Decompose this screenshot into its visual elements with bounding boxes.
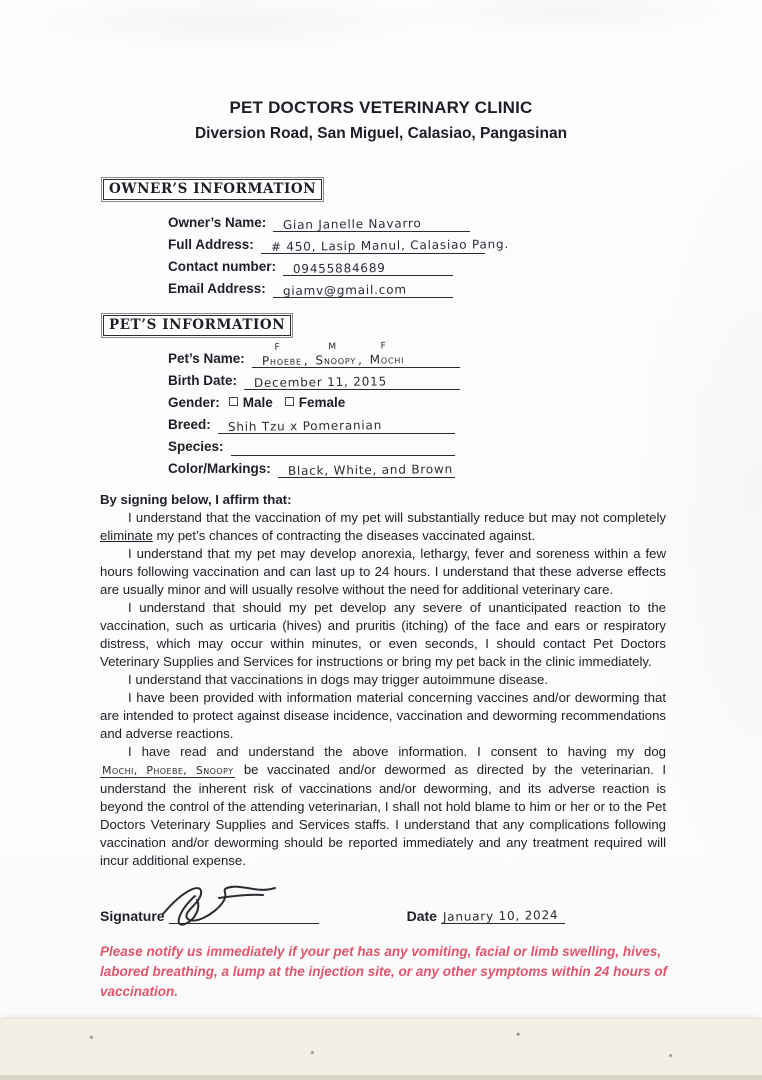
email-address-line	[273, 280, 453, 298]
birth-date-line	[244, 372, 460, 390]
affirmation-text	[100, 491, 666, 870]
full-address-line	[261, 236, 509, 254]
species-label: Species:	[168, 439, 224, 454]
date-label: Date	[406, 908, 437, 924]
color-markings-field	[168, 458, 455, 478]
breed-field	[168, 414, 455, 434]
pets-name-label: Pet’s Name:	[168, 351, 245, 366]
color-markings-value: Black, White, and Brown	[287, 461, 453, 478]
owner-name-line	[273, 214, 470, 232]
pet-section-heading: PET’S INFORMATION	[103, 315, 291, 336]
gender-male-option	[229, 394, 283, 412]
email-address-value: giamv@gmail.com	[282, 282, 407, 298]
affirmation-paragraph-4: I understand that vaccinations in dogs may trigger autoimmune disease.	[128, 672, 549, 687]
scanner-background-band	[0, 1018, 762, 1080]
email-address-field	[168, 278, 453, 298]
full-address-value: # 450, Lasip Manul, Calasiao Pang.	[270, 237, 509, 254]
owner-name-value: Gian Janelle Navarro	[283, 216, 422, 232]
email-address-label: Email Address:	[168, 281, 266, 296]
name-separator: ,	[357, 352, 363, 367]
affirmation-paragraph-3: I understand that should my pet develop any severe of unanticipated reaction to the vaccination, such as urticaria (hives) and pruritis (itching) of the face and ears or respiratory distress, which may occur within minutes, or even seconds, I should contact Pet Doctors Veterinary Supplies and Services for instructions or bring my pet back in the clinic immediately.	[100, 600, 666, 669]
pet-fields	[168, 341, 762, 478]
pet-name-1: F Phoebe	[261, 342, 302, 368]
color-markings-label: Color/Markings:	[168, 461, 271, 476]
female-checkbox	[285, 397, 294, 406]
underlined-word: eliminate	[100, 528, 153, 543]
species-line	[231, 438, 455, 456]
date-value: January 10, 2024	[442, 907, 559, 924]
clinic-name: PET DOCTORS VETERINARY CLINIC	[229, 98, 533, 117]
affirmation-paragraph-5: I have been provided with information material concerning vaccines and/or deworming that are intended to protect against disease incidence, vaccination and deworming recommendations and adverse reactions.	[100, 690, 666, 741]
contact-number-label: Contact number:	[168, 259, 276, 274]
pet-3-sex-mark: F	[380, 341, 386, 352]
breed-label: Breed:	[168, 417, 211, 432]
full-address-label: Full Address:	[168, 237, 254, 252]
consent-dog-names-handwritten: Mochi, Phoebe, Snoopy	[102, 764, 234, 777]
signature-label: Signature	[100, 908, 165, 924]
name-separator: ,	[303, 353, 309, 368]
owner-section-heading: OWNER’S INFORMATION	[103, 179, 322, 200]
signature-ink	[155, 878, 287, 930]
post-vaccination-notice: Please notify us immediately if your pet has any vomiting, facial or limb swelling, hives, labored breathing, a lump at the injection site, or any other symptoms within 24 hours of vaccination.	[100, 944, 668, 999]
gender-label: Gender:	[168, 395, 220, 410]
male-label: Male	[242, 395, 273, 410]
pets-name-field	[168, 341, 460, 368]
pet-name-2: M Snoopy	[315, 342, 356, 368]
male-checkbox	[229, 397, 238, 406]
owner-name-field	[168, 212, 470, 232]
breed-line	[218, 416, 455, 434]
color-markings-line	[278, 460, 455, 478]
full-address-field	[168, 234, 509, 254]
contact-number-field	[168, 256, 453, 276]
species-field	[168, 436, 455, 456]
clinic-address: Diversion Road, San Miguel, Calasiao, Pangasinan	[194, 125, 568, 142]
affirmation-heading: By signing below, I affirm that:	[100, 492, 292, 507]
gender-female-option	[285, 394, 356, 412]
affirmation-paragraph-6: I have read and understand the above information. I consent to having my dog Mochi, Phoebe, Snoopy be vaccinated and/or dewormed as directed by the veterinarian. I understand the inherent risk of vaccinations and/or deworming, and its adverse reaction is beyond the control of the attending veterinarian, I shall not hold blame to him or her or to the Pet Doctors Veterinary Supplies and Services staffs. I understand that any complications following vaccination and/or deworming should be reported immediately and any treatment required will incur additional expense.	[100, 744, 666, 868]
owner-fields	[168, 212, 762, 298]
female-label: Female	[298, 395, 346, 410]
signature-line	[169, 904, 319, 924]
birth-date-value: December 11, 2015	[253, 374, 388, 390]
pets-name-value	[261, 341, 405, 368]
signature-block	[100, 898, 762, 924]
birth-date-field	[168, 370, 460, 390]
pets-name-line	[252, 341, 460, 368]
owner-name-label: Owner’s Name:	[168, 215, 267, 230]
breed-value: Shih Tzu x Pomeranian	[227, 418, 382, 434]
gender-field	[168, 392, 762, 412]
birth-date-label: Birth Date:	[168, 373, 238, 388]
affirmation-paragraph-2: I understand that my pet may develop anorexia, lethargy, fever and soreness within a few hours following vaccination and can last up to 24 hours. I understand that these adverse effects are usually minor and will usually resolve without the need for additional veterinary care.	[100, 546, 666, 597]
pet-1-sex-mark: F	[274, 342, 280, 353]
pet-2-sex-mark: M	[328, 342, 336, 353]
pet-name-3: F Mochi	[369, 341, 405, 367]
contact-number-line	[283, 258, 453, 276]
affirmation-paragraph-1: I understand that the vaccination of my pet will substantially reduce but may not completely eliminate my pet’s chances of contracting the diseases vaccinated against.	[100, 510, 666, 543]
contact-number-value: 09455884689	[292, 260, 386, 276]
date-line	[441, 904, 565, 924]
